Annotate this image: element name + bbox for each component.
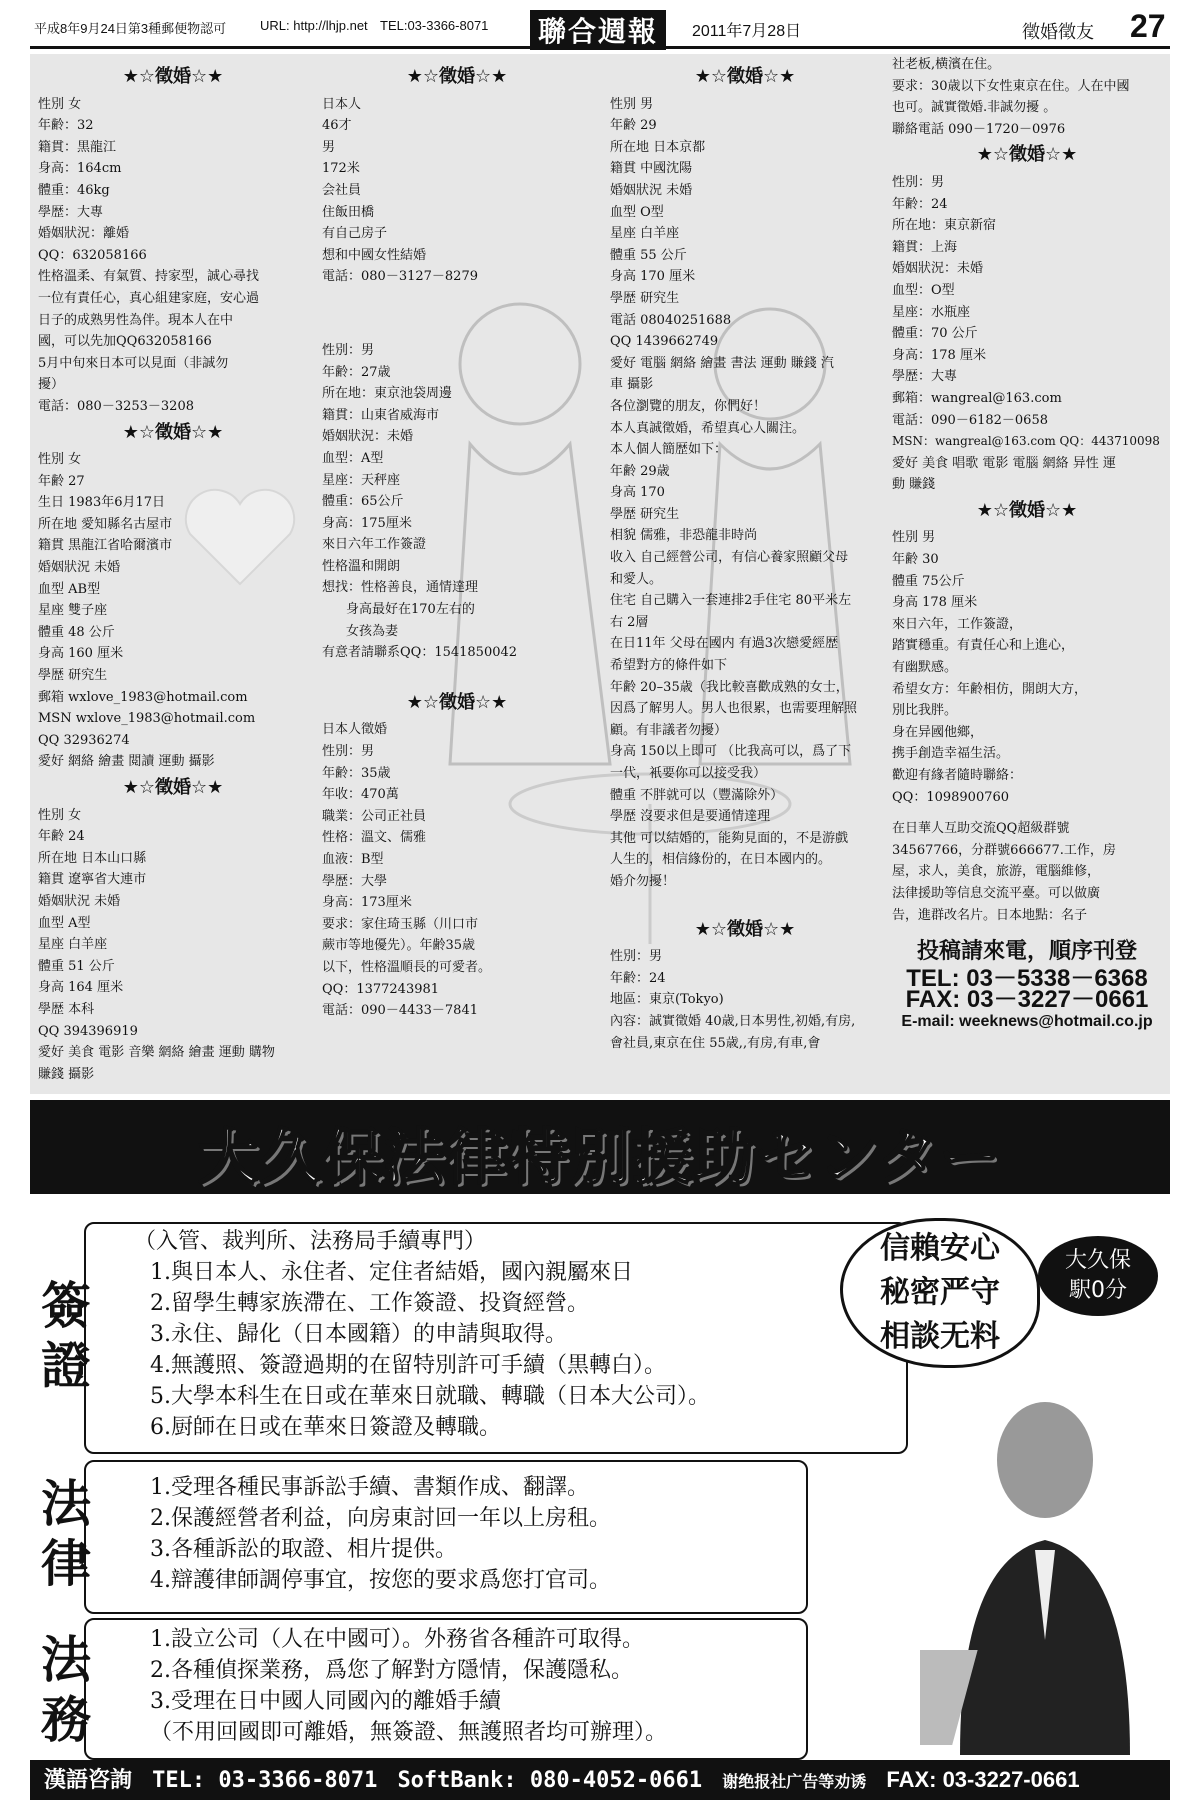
affairs-label: 法務	[41, 1630, 91, 1749]
ad-title: ★☆徵婚☆★	[694, 918, 796, 940]
personal-ad	[38, 449, 308, 773]
personal-ad	[892, 54, 1162, 140]
ad-line: 愛好 美食 電影 音樂 網絡 繪畫 運動 購物	[38, 1045, 275, 1061]
ad-title: ★☆徵婚☆★	[976, 499, 1078, 521]
ad-line: 年齢：27歳	[322, 364, 391, 380]
personal-ad	[610, 94, 880, 893]
visa-items	[86, 1224, 906, 1443]
ad-line: 體重：46kg	[38, 182, 110, 198]
spacer	[892, 808, 1162, 818]
ad-line: 男	[322, 139, 336, 155]
visa-item: 4.無護照、簽證過期的在留特別許可手續（黒轉白）。	[150, 1353, 666, 1378]
visa-item: 1.與日本人、永住者、定住者結婚，國內親屬來日	[150, 1260, 633, 1285]
ad-line: 一代，衹要你可以接受我）	[610, 766, 767, 781]
ad-line: 性別：男	[892, 174, 945, 190]
ad-line: 動 賺錢	[892, 477, 936, 493]
law-item: 4.辯護律師調停事宜，按您的要求爲您打官司。	[150, 1568, 611, 1593]
law-item: 1.受理各種民事訴訟手續、書類作成、翻譯。	[150, 1475, 589, 1500]
submission-note: 投稿請來電，順序刊登	[916, 938, 1137, 964]
ad-line: 性別：男	[322, 342, 375, 358]
ad-line: 所在地 日本京都	[610, 139, 706, 155]
ad-line: 和愛人。	[610, 571, 663, 587]
affairs-section	[84, 1618, 808, 1760]
ad-line: 性別 女	[38, 807, 82, 823]
ad-line: 人生的，相信緣份的，在日本國内的。	[610, 852, 832, 868]
ad-line: 性格溫柔、有氣質、持家型，誠心尋找	[38, 269, 260, 285]
ad-line: 賺錢 攝影	[38, 1066, 95, 1082]
notice-line: 屋，求人，美食，旅游，電腦維修，	[892, 864, 1101, 880]
ad-line: 籍貫：上海	[892, 239, 958, 255]
ad-line: 婚姻狀況：未婚	[322, 429, 414, 445]
station-distance: 駅0分	[1069, 1278, 1127, 1303]
ad-line: 性別 男	[892, 530, 936, 546]
ad-line: 身高：175厘米	[322, 515, 412, 531]
ad-line: 體重：70 公斤	[892, 326, 978, 342]
personal-ad	[892, 172, 1162, 496]
section-name: 徵婚徵友	[1022, 22, 1094, 42]
ad-line: 籍貫：山東省威海市	[322, 407, 440, 423]
ad-line: 婚姻狀況 未婚	[38, 560, 121, 576]
consult-label: 漢語咨詢	[44, 1767, 133, 1792]
ad-line: 因爲了解男人。男人也很累，也需要理解照	[610, 701, 858, 717]
ad-line: 電話：090－4433－7841	[322, 1003, 478, 1019]
ad-line: 學歴：大專	[892, 369, 958, 385]
personal-ad	[322, 719, 592, 1021]
personal-ad	[892, 527, 1162, 808]
personal-ad	[322, 94, 592, 288]
ad-line: 46才	[322, 118, 352, 134]
ad-line: 愛好 電腦 網絡 繪畫 書法 運動 賺錢 汽	[610, 355, 834, 371]
ad-line: 日子的成熟男性為伴。現本人在中	[38, 312, 234, 328]
ad-line: 體重 48 公斤	[38, 624, 115, 640]
ad-line: 日本人徵婚	[322, 722, 388, 738]
ad-line: 學歴：大學	[322, 873, 388, 889]
ad-line: 年齢 24	[38, 829, 85, 845]
ad-line: 性格溫和開朗	[322, 558, 401, 574]
newspaper-brand: 聯合週報	[530, 10, 666, 50]
personal-ad	[38, 805, 308, 1086]
page-number: 27	[1130, 8, 1166, 44]
ad-line: 學歴：大專	[38, 204, 104, 220]
ad-line: 所在地 日本山口縣	[38, 850, 147, 866]
email-link[interactable]: 郵箱：wangreal@163.com	[892, 390, 1062, 406]
law-item: 3.各種訴訟的取證、相片提供。	[150, 1537, 457, 1562]
ad-line: 女孩為妻	[346, 623, 399, 639]
contact-fax: FAX: 03－3227－0661	[905, 986, 1149, 1014]
permit-text: 平成8年9月24日第3種郵便物認可	[34, 21, 227, 36]
ad-line: 年齢 29歳	[610, 463, 670, 479]
header-tel: TEL:03-3366-8071	[380, 18, 489, 33]
ad-line: 性格：溫文、儒雅	[322, 830, 427, 846]
ad-line: 住飯田橋	[322, 204, 375, 220]
ad-line: 擾）	[38, 377, 65, 393]
law-items	[86, 1462, 806, 1596]
ad-line: 血型：O型	[892, 282, 955, 298]
ad-line: 所在地：東京新宿	[892, 218, 997, 234]
ad-line: 星座 雙子座	[38, 603, 108, 619]
ad-line: 體重 不胖就可以（豐滿除外）	[610, 787, 784, 803]
ad-line: 星座：天秤座	[322, 472, 401, 488]
footer-softbank[interactable]: SoftBank: 080-4052-0661	[397, 1768, 703, 1793]
affairs-item: 2.各種偵探業務，爲您了解對方隱情，保護隱私。	[150, 1658, 633, 1683]
spacer	[322, 664, 592, 688]
ad-line: 生日 1983年6月17日	[38, 495, 166, 511]
ad-line: 體重：65公斤	[322, 494, 404, 510]
email-link[interactable]: 郵箱 wxlove_1983@hotmail.com	[38, 689, 248, 705]
ad-line: 身高 164 厘米	[38, 980, 124, 996]
ad-line: QQ 32936274	[38, 732, 130, 748]
ad-line: 也可。誠實徵婚.非誠勿擾 。	[892, 100, 1057, 116]
notice-line: 法律援助等信息交流平臺。可以做廣	[892, 885, 1101, 901]
visa-item: （入管、裁判所、法務局手續專門）	[134, 1229, 487, 1254]
ad-line: 本人個人簡歴如下：	[610, 442, 728, 458]
ad-line: 血型 AB型	[38, 581, 101, 597]
ad-line: 年齢 29	[610, 118, 657, 134]
ad-line: 婚姻狀況：未婚	[892, 261, 984, 277]
ad-line: 血型：A型	[322, 450, 384, 466]
ad-line: 體重 55 公斤	[610, 247, 687, 263]
ad-line: 住宅 自己購入一套連排2手住宅 80平米左	[610, 593, 852, 609]
ad-line: 身高 178 厘米	[892, 595, 978, 611]
ad-line: 年齢：24	[892, 196, 948, 212]
ad-title: ★☆徵婚☆★	[122, 421, 224, 443]
column-2	[322, 62, 592, 1022]
ad-line: 別比我胖。	[892, 703, 958, 719]
station-name: 大久保	[1064, 1248, 1131, 1273]
ad-line: 本人真誠徵婚，希望真心人關注。	[610, 420, 806, 436]
trust-badge	[840, 1218, 1040, 1368]
ad-title: ★☆徵婚☆★	[694, 66, 796, 87]
column-3	[610, 62, 880, 1054]
ad-line: MSN wxlove_1983@hotmail.com	[38, 711, 256, 727]
ad-line: 身高：164cm	[38, 161, 122, 177]
ad-line: 社老板,横濱在住。	[892, 57, 1001, 72]
personal-ad	[610, 946, 880, 1054]
classifieds-area	[30, 54, 1170, 1094]
legal-center-banner	[30, 1100, 1170, 1194]
notice-line: 在日華人互助交流QQ超級群號	[892, 821, 1070, 837]
ad-line: 歡迎有緣者隨時聯絡：	[892, 768, 1023, 783]
ad-line: 在日11年 父母在國内 有過3次戀愛經歴	[610, 636, 839, 652]
ad-line: 身在异國他鄉，	[892, 724, 984, 740]
ad-line: 性別 女	[38, 96, 82, 112]
notice-line: 告，進群改名片。日本地點：名子	[892, 907, 1088, 923]
ad-line: 學歴 沒要求但是要通情達理	[610, 809, 771, 825]
ad-line: 血液：B型	[322, 852, 384, 867]
ad-line: 希望對方的條件如下	[610, 658, 728, 674]
badge-line: 相談无料	[880, 1319, 1000, 1354]
ad-title: ★☆徵婚☆★	[122, 66, 224, 87]
ad-title: ★☆徵婚☆★	[406, 66, 508, 87]
affairs-items	[86, 1620, 806, 1748]
ad-line: 性別 女	[38, 452, 82, 468]
ad-line: 體重 75公斤	[892, 573, 965, 589]
ad-title: ★☆徵婚☆★	[122, 777, 224, 798]
ad-line: 籍貫 遼寧省大連市	[38, 872, 147, 888]
ad-line: 學歴 研究生	[610, 506, 680, 522]
footer-fax: FAX: 03-3227-0661	[886, 1767, 1080, 1792]
ad-line: 各位瀏覽的朋友，你們好！	[610, 398, 767, 414]
ad-line: 學歴 研究生	[38, 668, 108, 684]
ad-line: 地區：東京(Tokyo)	[610, 992, 724, 1008]
affairs-item: 1.設立公司（人在中國可）。外務省各種許可取得。	[150, 1627, 644, 1652]
ad-line: 血型 A型	[38, 915, 91, 931]
ad-title: ★☆徵婚☆★	[976, 144, 1078, 166]
issue-date: 2011年7月28日	[692, 23, 802, 40]
ad-line: 電話 08040251688	[610, 312, 732, 328]
ad-line: 電話：090－6182－0658	[892, 412, 1048, 428]
ad-line: 所在地：東京池袋周邊	[322, 386, 453, 402]
ad-line: 籍貫：黒龍江	[38, 139, 117, 155]
ad-line: 婚姻狀況 未婚	[38, 893, 121, 909]
ad-line: QQ：632058166	[38, 247, 147, 263]
ad-line: 內容：誠實徵婚 40歳,日本男性,初婚,有房,	[610, 1013, 856, 1029]
spacer	[322, 288, 592, 340]
column-4	[892, 54, 1162, 1033]
ad-line: 年齢 30	[892, 552, 939, 568]
ad-line: 一位有責任心，真心組建家庭，安心過	[38, 290, 260, 306]
ad-line: 想和中國女性結婚	[322, 247, 427, 263]
ad-line: 星座 白羊座	[610, 226, 680, 242]
banner-title: 大久保法律特別援助センター	[198, 1123, 1002, 1193]
visa-item: 6.厨師在日或在華來日簽證及轉職。	[150, 1415, 501, 1440]
ad-line: 身高 170	[610, 485, 665, 501]
ad-line: 蕨市等地優先）。年齢35歳	[322, 938, 476, 954]
ad-line: MSN：wangreal@163.com QQ：443710098	[892, 434, 1160, 449]
ad-line: 身高最好在170左右的	[346, 602, 475, 618]
ad-line: QQ 394396919	[38, 1023, 138, 1039]
ad-line: 身高 170 厘米	[610, 269, 696, 285]
ad-line: 有幽默感。	[892, 660, 958, 676]
footer-tel[interactable]: TEL: 03-3366-8071	[152, 1768, 378, 1793]
ad-line: 年齢：24	[610, 970, 666, 986]
ad-line: 婚姻狀況 未婚	[610, 182, 693, 198]
ad-line: 相貌 儒雅，非恐龍非時尚	[610, 528, 758, 544]
personal-ad	[322, 340, 592, 664]
visa-item: 5.大學本科生在日或在華來日就職、轉職（日本大公司）。	[150, 1384, 710, 1409]
contact-tel[interactable]: TEL: 03－5338－6368	[906, 964, 1148, 992]
submission-contact	[892, 940, 1162, 1032]
ad-line: 要求：家住琦玉縣（川口市	[322, 916, 479, 932]
ad-line: 學歴 研究生	[610, 290, 680, 306]
qq-group-notice	[892, 818, 1162, 926]
ad-line: 聯絡電話 090－1720－0976	[892, 121, 1066, 137]
visa-item: 2.留學生轉家族滯在、工作簽證、投資經營。	[150, 1291, 589, 1316]
affairs-item: 3.受理在日中國人同國內的離婚手續	[150, 1689, 501, 1714]
ad-line: 來日六年，工作簽證，	[892, 616, 1023, 632]
law-item: 2.保護經營者利益，向房東討回一年以上房租。	[150, 1506, 611, 1531]
ad-line: 婚介勿擾！	[610, 873, 676, 889]
page-header	[30, 10, 1170, 49]
ad-line: 身高 150以上即可 （比我高可以，爲了下	[610, 744, 852, 760]
badge-line: 信賴安心	[880, 1231, 1000, 1266]
ad-line: 愛好 美食 唱歌 電影 電腦 網絡 异性 運	[892, 455, 1116, 471]
visa-item: 3.永住、歸化（日本國籍）的申請與取得。	[150, 1322, 567, 1347]
ad-line: 会社員	[322, 182, 362, 198]
ad-line: 婚姻狀況：離婚	[38, 226, 130, 242]
ad-line: 想找：性格善良，通情達理	[322, 580, 479, 596]
ad-line: 國，可以先加QQ632058166	[38, 334, 212, 350]
law-label: 法律	[41, 1474, 91, 1593]
ad-line: 職業：公司正社員	[322, 808, 427, 824]
ad-line: 愛好 網絡 繪畫 閲讀 運動 攝影	[38, 754, 215, 770]
notice-line: 34567766，分群號666677.工作，房	[892, 842, 1116, 858]
ad-line: 性別：男	[610, 949, 663, 965]
ad-line: QQ：1098900760	[892, 789, 1010, 805]
ad-line: 要求：30歳以下女性東京在住。人在中國	[892, 78, 1130, 94]
ad-line: 携手創造幸福生活。	[892, 746, 1010, 762]
affairs-item: （不用回國即可離婚，無簽證、無護照者均可辦理）。	[150, 1720, 668, 1745]
ad-line: 身高：173厘米	[322, 895, 412, 911]
ad-line: 性別：男	[322, 744, 375, 760]
ad-line: QQ 1439662749	[610, 334, 719, 350]
ad-line: 年齢 20–35歳（我比較喜歡成熟的女士，	[610, 679, 849, 695]
ad-line: 年齢 27	[38, 473, 85, 489]
ad-line: 來日六年工作簽證	[322, 537, 427, 553]
badge-line: 秘密严守	[880, 1275, 1000, 1310]
ad-line: 會社員,東京在住 55歳,,有房,有車,會	[610, 1035, 821, 1051]
ad-line: 右 2層	[610, 614, 649, 630]
ad-line: 以下，性格溫順長的可愛者。	[322, 959, 492, 975]
ad-line: 有意者請聯系QQ：1541850042	[322, 645, 518, 661]
ad-line: 車 攝影	[610, 377, 654, 393]
ad-line: 籍貫 黒龍江省哈爾濱市	[38, 538, 173, 554]
ad-line: 所在地 愛知縣名古屋市	[38, 516, 173, 532]
ad-line: 顧。有非議者勿擾）	[610, 722, 728, 738]
ad-title: ★☆徵婚☆★	[406, 691, 508, 713]
ad-line: 收入 自己經營公司，有信心養家照顧父母	[610, 550, 849, 566]
ad-line: 日本人	[322, 96, 362, 112]
ad-line: 172米	[322, 161, 360, 177]
spacer	[610, 893, 880, 915]
column-1	[38, 62, 308, 1085]
ad-line: 性別 男	[610, 96, 654, 112]
visa-section	[84, 1222, 908, 1454]
header-url[interactable]: URL: http://lhjp.net	[260, 18, 368, 33]
ad-line: 籍貫 中國沈陽	[610, 161, 693, 177]
contact-email[interactable]: E-mail: weeknews@hotmail.co.jp	[901, 1012, 1153, 1030]
ad-line: 5月中旬來日本可以見面（非誠勿	[38, 355, 229, 371]
ad-line: 電話：080－3127－8279	[322, 269, 478, 285]
ad-line: QQ：1377243981	[322, 981, 440, 997]
ad-line: 星座 白羊座	[38, 937, 108, 953]
footer-bar	[30, 1760, 1170, 1800]
ad-line: 踏實穩重。有責任心和上進心，	[892, 638, 1075, 654]
station-badge	[1038, 1236, 1158, 1316]
ad-line: 年齢：32	[38, 118, 94, 134]
ad-line: 年收：470萬	[322, 787, 399, 803]
visa-label: 簽證	[41, 1276, 91, 1395]
ad-line: 體重 51 公斤	[38, 958, 115, 974]
ad-line: 星座：水瓶座	[892, 304, 971, 320]
ad-line: 身高 160 厘米	[38, 646, 124, 662]
ad-line: 有自己房子	[322, 226, 388, 242]
ad-line: 希望女方：年齢相仿，開朗大方，	[892, 681, 1088, 697]
footer-notice: 谢绝报社广告等劝诱	[722, 1774, 867, 1791]
ad-line: 身高：178 厘米	[892, 347, 986, 363]
law-section	[84, 1460, 808, 1614]
ad-line: 學歴 本科	[38, 1001, 95, 1017]
ad-line: 年齢：35歳	[322, 765, 391, 781]
ad-line: 血型 O型	[610, 204, 664, 220]
businessman-photo	[920, 1380, 1170, 1755]
ad-line: 電話：080－3253－3208	[38, 398, 194, 414]
ad-line: 其他 可以結婚的，能夠見面的，不是游戲	[610, 830, 849, 846]
personal-ad	[38, 94, 308, 418]
